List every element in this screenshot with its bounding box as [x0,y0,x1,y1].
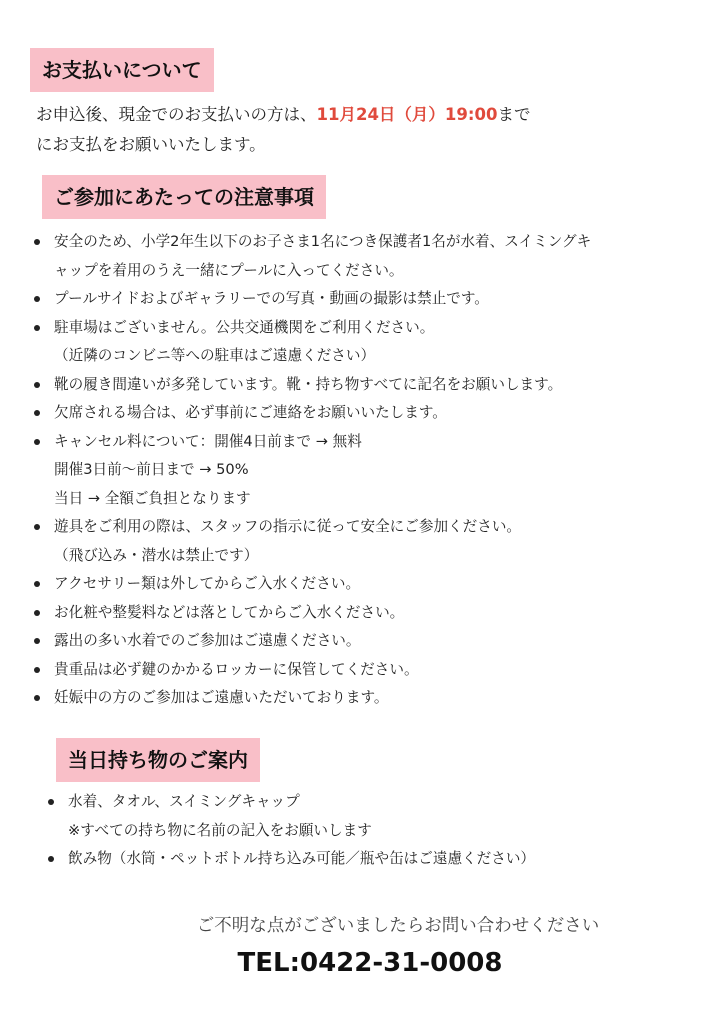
list-item [30,627,710,656]
list-item [44,788,704,845]
list-item [30,570,710,599]
payment-line-1 [36,100,530,130]
notes-heading: ご参加にあたっての注意事項 [42,175,326,219]
list-item [30,513,710,570]
list-item [44,845,704,874]
list-item [30,684,710,713]
payment-text-before: お申込後、現金でのお支払いの方は、 [36,105,317,124]
list-item [30,314,710,371]
list-item-subline: ※すべての持ち物に名前の記入をお願いします [68,821,372,839]
list-item-text: 露出の多い水着でのご参加はご遠慮ください。 [54,632,361,649]
list-item-subline: 当日 → 全額ご負担となります [54,489,251,507]
list-item-text: 貴重品は必ず鍵のかかるロッカーに保管してください。 [54,660,419,678]
list-item-text: アクセサリー類は外してからご入水ください。 [54,575,361,592]
payment-line-2: にお支払をお願いいたします。 [36,135,266,154]
payment-text [36,100,530,160]
payment-text-after: まで [497,105,531,124]
list-item-subline: 開催3日前〜前日まで → 50% [54,461,249,478]
list-item-text: お化粧や整髪料などは落としてからご入水ください。 [54,603,405,621]
belongings-list [44,788,704,874]
notes-list [30,228,710,713]
list-item-subline: （飛び込み・潜水は禁止です） [54,546,259,564]
list-item [30,371,710,400]
list-item [30,599,710,628]
list-item [30,428,710,514]
belongings-heading: 当日持ち物のご案内 [56,738,260,782]
list-item-text: 欠席される場合は、必ず事前にご連絡をお願いいたします。 [54,404,447,421]
list-item-text: キャンセル料について：開催4日前まで → 無料 [54,432,362,450]
list-item-text: プールサイドおよびギャラリーでの写真・動画の撮影は禁止です。 [54,290,489,307]
contact-note: ご不明な点がございましたらお問い合わせください [196,916,600,936]
list-item-text: 靴の履き間違いが多発しています。靴・持ち物すべてに記名をお願いします。 [54,375,563,393]
list-item [30,399,710,428]
phone-number: TEL:0422-31-0008 [237,948,503,978]
list-item-text: 水着、タオル、スイミングキャップ [68,793,300,810]
list-item-text: 駐車場はございません。公共交通機関をご利用ください。 [54,318,435,336]
payment-deadline: 11月24日（月）19:00 [316,105,498,124]
list-item-text: 遊具をご利用の際は、スタッフの指示に従って安全にご参加ください。 [54,518,522,535]
list-item [30,285,710,314]
list-item [30,228,710,285]
list-item-subline: ャップを着用のうえ一緒にプールに入ってください。 [54,261,404,279]
list-item [30,656,710,685]
list-item-subline: （近隣のコンビニ等への駐車はご遠慮ください） [54,347,376,364]
list-item-text: 飲み物（水筒・ペットボトル持ち込み可能／瓶や缶はご遠慮ください） [68,850,536,867]
list-item-text: 安全のため、小学2年生以下のお子さま1名につき保護者1名が水着、スイミングキ [54,233,592,250]
list-item-text: 妊娠中の方のご参加はご遠慮いただいております。 [54,689,389,706]
payment-heading: お支払いについて [30,48,214,92]
